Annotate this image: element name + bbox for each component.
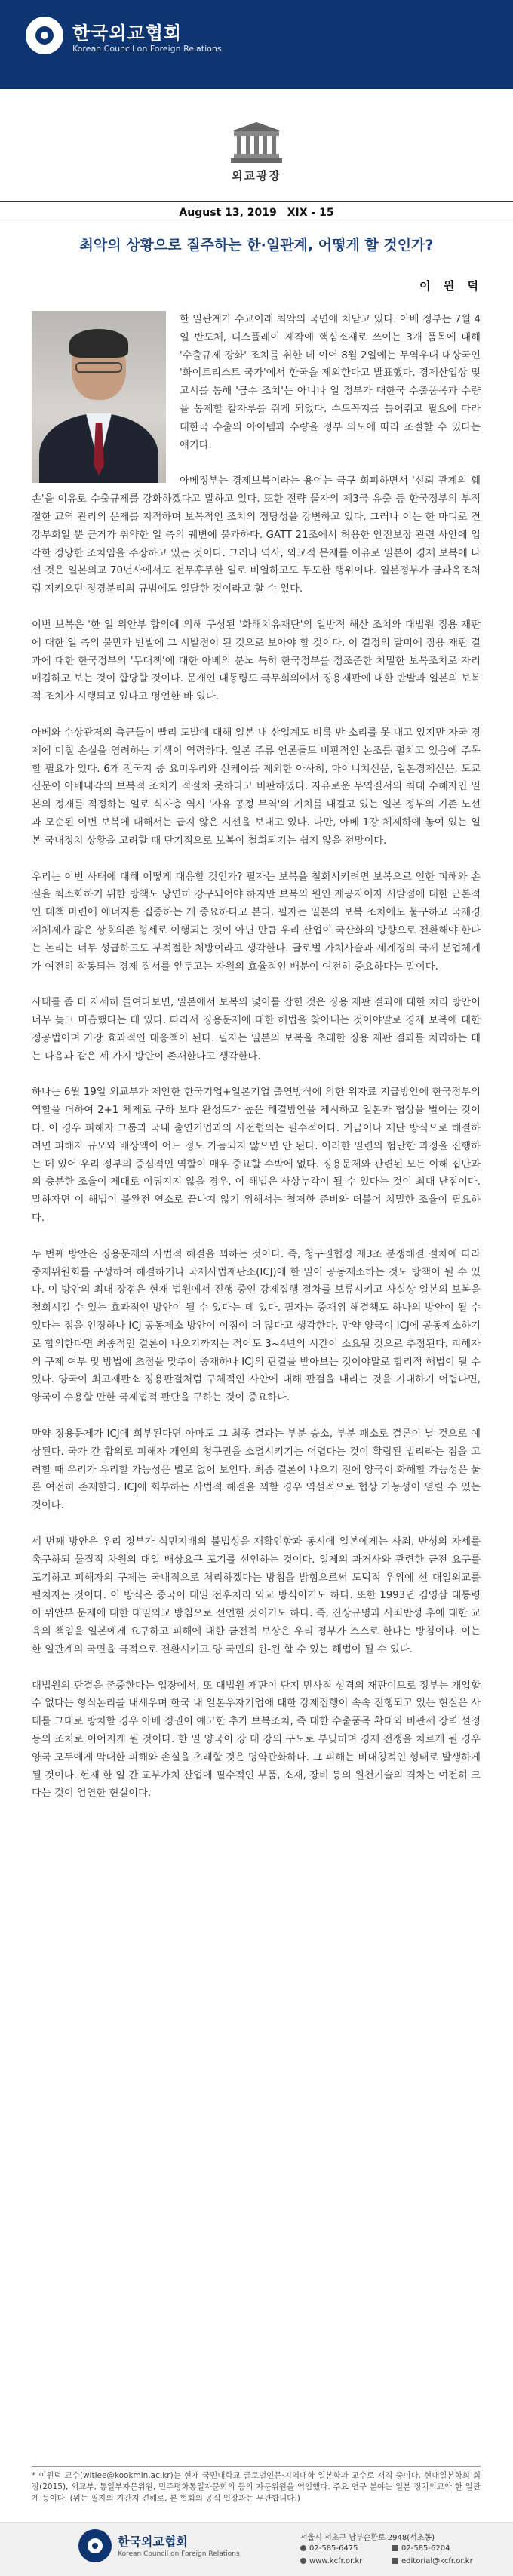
article-paragraph: 만약 징용문제가 ICJ에 회부된다면 아마도 그 최종 결과는 부분 승소, 부분 패소로 결론이 날 것으로 예상된다. 국가 간 합의로 피해자 개인의 청구권을 소멸시키기는 어렵다는 것이 확립된 법리라는 점을 고려할 때 우리가 유리할 가능성은 별로 없어 보인다. 최종 결론이 나오기 전에 양국이 화해할 가능성은 물론 여전히 존재한다. ICJ에 회부하는 사법적 해결을 꾀할 경우 역설적으로 협상 가능성이 열릴 수 있는 것이다.: [32, 1428, 481, 1512]
article-body: [32, 311, 481, 1821]
footer-website-value: www.kcfr.or.kr: [309, 2557, 363, 2565]
series-label: 외교광장: [232, 169, 281, 183]
mail-icon: [392, 2558, 398, 2564]
phone-icon: [300, 2545, 306, 2551]
footer-fax: [392, 2544, 450, 2553]
footer-website-link[interactable]: [300, 2557, 362, 2565]
article-paragraph: 한 일관계가 수교이래 최악의 국면에 치닫고 있다. 아베 정부는 7월 4일 반도체, 디스플레이 제작에 핵심소재로 쓰이는 3개 품목에 대해 '수출규제 강화' 조치를 취한 데 이어 8월 2일에는 무역우대 대상국인 '화이트리스트 국가'에서 한국을 제외한다고 발표했다. 경제산업상 및 고시를 통해 '금수 조치'는 아니나 일 정부가 대한국 수출품목과 수량을 통제할 칼자루를 쥐게 되었다. 수도꼭지를 틀어쥐고 필요에 따라 대한국 수출의 아이템과 수량을 정부 의도에 따라 조절할 수 있다는 얘기다.: [180, 314, 481, 451]
article-paragraph: 하나는 6월 19일 외교부가 제안한 한국기업+일본기업 출연방식에 의한 위자료 지급방안에 한국정부의 역할을 더하여 2+1 체제로 구하 보다 완성도가 높은 해결방안을 제시하고 일본과 협상을 벌이는 것이다. 이 경우 피해자 그룹과 국내 출연기업과의 사전협의는 필수적이다. 기금이나 재단 방식으로 해결하려면 피해자 규모와 배상액이 어느 정도 가늠되지 않으면 안 된다. 이러한 일련의 험난한 과정을 진행하는 데 있어 우리 정부의 중심적인 역할이 매우 중요할 수밖에 없다. 징용문제와 관련된 모든 이해 집단과의 충분한 조율이 제대로 이뤄지지 않을 경우, 이 해법은 사상누각이 될 수 있다는 것이 최대 난점이다. 말하자면 이 해법이 불완전 연소로 끝나지 않기 위해서는 철저한 준비와 더불어 치밀한 조율이 필요하다.: [32, 1087, 481, 1225]
footer-tel: [300, 2544, 358, 2553]
org-name-kr: 한국외교협회: [72, 23, 183, 44]
footer-email-link[interactable]: [392, 2557, 473, 2565]
article-paragraph: 대법원의 판결을 존중한다는 입장에서, 또 대법원 재판이 단지 민사적 성격의 재판이므로 정부는 개입할 수 없다는 형식논리를 내세우며 한국 내 일본우자기업에 대한 강제집행이 속속 진행되고 있는 현실은 사태를 그대로 방치할 경우 아베 정권이 예고한 추가 보복조치, 즉 대한 수출품목 확대와 비관세 장벽 설정 등의 조치로 이어지게 될 것이다. 한 일 양국이 강 대 강의 구도로 부딪히며 경제 전쟁을 치르게 될 경우 양국 모두에게 막대한 피해와 손실을 초래할 것은 명약관화하다. 그 피해는 비대칭적인 형태로 발생하게 될 것이다. 현재 한 일 간 교부가치 산업에 필수적인 부품, 소재, 장비 등의 원천기술의 격차는 여전히 크다는 것이 엄연한 현실이다.: [32, 1680, 481, 1800]
article-paragraph: 이번 보복은 '한 일 위안부 합의에 의해 구성된 '화해치유재단'의 일방적 해산 조치와 대법원 징용 재판에 대한 일 측의 불만과 반발에 그 시발점이 된 것으로 보아야 할 것이다. 이 결정의 말미에 징용 재판 결과에 대한 한국정부의 '무대책'에 대한 아베의 분노 특히 한국정부를 정조준한 치밀한 보복조치로 자리매김하고 보는 것이 합당할 것이다. 문재인 대통령도 국무회의에서 징용재판에 대한 반발과 일본의 보복적 조치가 시행되고 있다고 명언한 바 있다.: [32, 619, 481, 703]
author-footnote: * 이원덕 교수(witlee@kookmin.ac.kr)는 현재 국민대학교 글로벌인문·지역대학 일본학과 교수로 재직 중이다. 현대일본학회 회장(2015), 외교부, 통일부자문위원, 민주평화통일자문회의 등의 자문위원을 역임했다. 주요 연구 분야는 일본 정치외교와 한 일관계 등이다. (위는 필자의 기간지 견해로, 본 협회의 공식 입장과는 무관합니다.): [32, 2471, 481, 2503]
fax-icon: [392, 2545, 398, 2551]
article-author: 이 원 덕: [419, 279, 483, 293]
footer-email-value: editorial@kcfr.or.kr: [401, 2557, 473, 2565]
issue-dateline: [0, 201, 513, 223]
org-name-en: Korean Council on Foreign Relations: [72, 44, 222, 54]
article-paragraph: 세 번째 방안은 우리 정부가 식민지배의 불법성을 재확인함과 동시에 일본에게는 사죄, 반성의 자세를 촉구하되 물질적 차원의 대일 배상요구 포기를 선언하는 것이다. 일제의 과거사와 관련한 금전 요구를 포기하고 피해자의 구제는 국내적으로 처리하겠다는 방침을 밝힘으로써 도덕적 우위에 선 대일외교를 펼치자는 것이다. 이 방식은 중국이 대일 전후처리 외교 방식이기도 하다. 또한 1993년 김영삼 대통령이 위안부 문제에 대한 대일외교 방침으로 선언한 것이기도 하다. 즉, 진상규명과 사죄반성 후에 대한 교육의 책임을 일본에게 요구하고 피해에 대한 금전적 보상은 우리 정부가 스스로 한다는 방침이다. 이는 한 일관계의 국면을 극적으로 전환시키고 양 국민의 윈-윈 할 수 있는 해법이 될 수 있다.: [32, 1536, 481, 1655]
article-paragraph: 아베정부는 경제보복이라는 용어는 극구 회피하면서 '신뢰 관계의 훼손'을 이유로 수출규제를 강화하겠다고 말하고 있다. 또한 전략 물자의 제3국 유출 등 한국정부의 부적절한 교역 관리의 문제를 지적하며 보복적인 조치의 정당성을 강변하고 있다. 그러나 이는 한 마디로 견강부회일 뿐 근거가 취약한 일 측의 궤변에 불과하다. GATT 21조에서 허용한 안전보장 관련 사안에 입각한 정당한 조치임을 주장하고 있는 것이다. 그러나 역사, 외교적 문제를 이유로 일본이 경제 보복에 나선 것은 일본외교 70년사에서도 전무후무한 일로 비열하고도 무도한 행위이다. 일본정부가 금과옥조처럼 지켜오던 정경분리의 규범에도 일탈한 것이라고 할 수 있다.: [32, 475, 481, 595]
org-logo[interactable]: [26, 17, 312, 62]
article-paragraph: 우리는 이번 사태에 대해 어떻게 대응할 것인가? 필자는 보복을 철회시키려면 보복으로 인한 피해와 손실을 최소화하기 위한 방책도 당연히 강구되어야 하지만 보복의 원인 제공자이자 시발점에 대한 근본적인 대책 마련에 에너지를 집중하는 게 중요하다고 본다. 필자는 일본의 보복 조치에도 불구하고 국제경제체제가 많은 상호의존 형세로 이행되는 것이 아닌 만큼 우리 산업이 국산화의 방향으로 전환해야 한다는 논리는 너무 성급하고도 부적절한 처방이라고 생각한다. 글로벌 가치사슬과 세계경의 국제 분업체계가 여전히 작동되는 경제 질서를 앞두고는 자원의 효율적인 배분이 여전히 중요하다는 말이다.: [32, 871, 481, 973]
article-title: 최악의 상황으로 질주하는 한·일관계, 어떻게 할 것인가?: [79, 237, 434, 254]
issue-date: August 13, 2019: [179, 206, 277, 219]
footer-org-name-en: Korean Council on Foreign Relations: [118, 2550, 240, 2558]
article-paragraph: 두 번째 방안은 징용문제의 사법적 해결을 꾀하는 것이다. 즉, 청구권협정 제3조 분쟁해결 절차에 따라 중재위원회를 구성하여 해결하거나 국제사법재판소(ICJ)에 한 일이 공동제소하는 것도 방책이 될 수 있다. 이 방안의 최대 장점은 현재 법원에서 진행 중인 강제집행 절차를 보류시키고 사실상 일본의 보복을 철회시킬 수 있는 효과적인 방안이 될 수 있다는 데 있다. 필자는 중재위 해결책도 하나의 방안이 될 수 있다는 점을 인정하나 ICJ 공동제소 방안이 이점이 더 많다고 생각한다. 만약 양국이 ICJ에 공동제소하기로 합의한다면 최종적인 결론이 나오기까지는 적어도 3~4년의 시간이 소요될 것으로 추정된다. 피해자의 구제 여부 및 방법에 초점을 맞추어 중재하나 ICJ의 판결을 받아보는 것이야말로 합리적 해법이 될 수 있다. 양국이 최고재판소 징용판결처럼 구체적인 사안에 대해 판결을 내리는 것을 기대하기 어렵다면, 양국이 수용할 만한 국제법적 판단을 구하는 것이 중요하다.: [32, 1248, 481, 1404]
footer-logo-icon: [78, 2529, 112, 2562]
issue-number: XIX - 15: [287, 206, 334, 219]
article-paragraph: 아베와 수상관저의 측근들이 빨리 도발에 대해 일본 내 산업계도 비록 반 소리를 못 내고 있지만 자국 경제에 미칠 손실을 염려하는 기색이 역력하다. 일본 주류 언론들도 비판적인 논조를 펼치고 있음에 주목할 필요가 있다. 6개 전국지 중 요미우리와 산케이를 제외한 아사히, 마이니치신문, 일본경제신문, 도쿄신문이 아베내각의 보복적 조치가 적절치 못하다고 비판하였다. 자유로운 무역질서의 최대 수혜자인 일본의 정재를 적정하는 일로 식자층 역시 '자유 공정 무역'의 기치를 내걸고 있는 일본 정부의 기존 노선과 모순된 이번 보복에 대해서는 급지 않은 시선을 보내고 있다. 다만, 아베 1강 체제하에 놓여 있는 일본 국내정치 상황을 고려할 때 단기적으로 보복이 철회되기는 쉽지 않을 전망이다.: [32, 727, 481, 847]
footer-tel-value: 02-585-6475: [309, 2544, 358, 2553]
globe-icon: [300, 2558, 306, 2564]
footer-org-name-kr: 한국외교협회: [118, 2535, 188, 2549]
footer-address: 서울시 서초구 남부순환로 2948(서초동): [300, 2534, 435, 2542]
org-logo-icon: [26, 17, 63, 54]
footnote-divider: [32, 2466, 481, 2467]
article-paragraph: 사태를 좀 더 자세히 들여다보면, 일본에서 보복의 덫이를 잡힌 것은 징용 재판 결과에 대한 처리 방안이 너무 늦고 미흡했다는 데 있다. 따라서 징용문제에 대한 해법을 찾아내는 것이야말로 경제 보복에 대한 정공법이며 가장 효과적인 대응책이 된다. 필자는 일본의 보복을 초래한 징용 재판 결과를 처리하는 데는 다음과 같은 세 가지 방안이 존재한다고 생각한다.: [32, 997, 481, 1062]
header-banner: [0, 0, 513, 89]
footer: [0, 2522, 513, 2576]
footer-fax-value: 02-585-6204: [401, 2544, 450, 2553]
